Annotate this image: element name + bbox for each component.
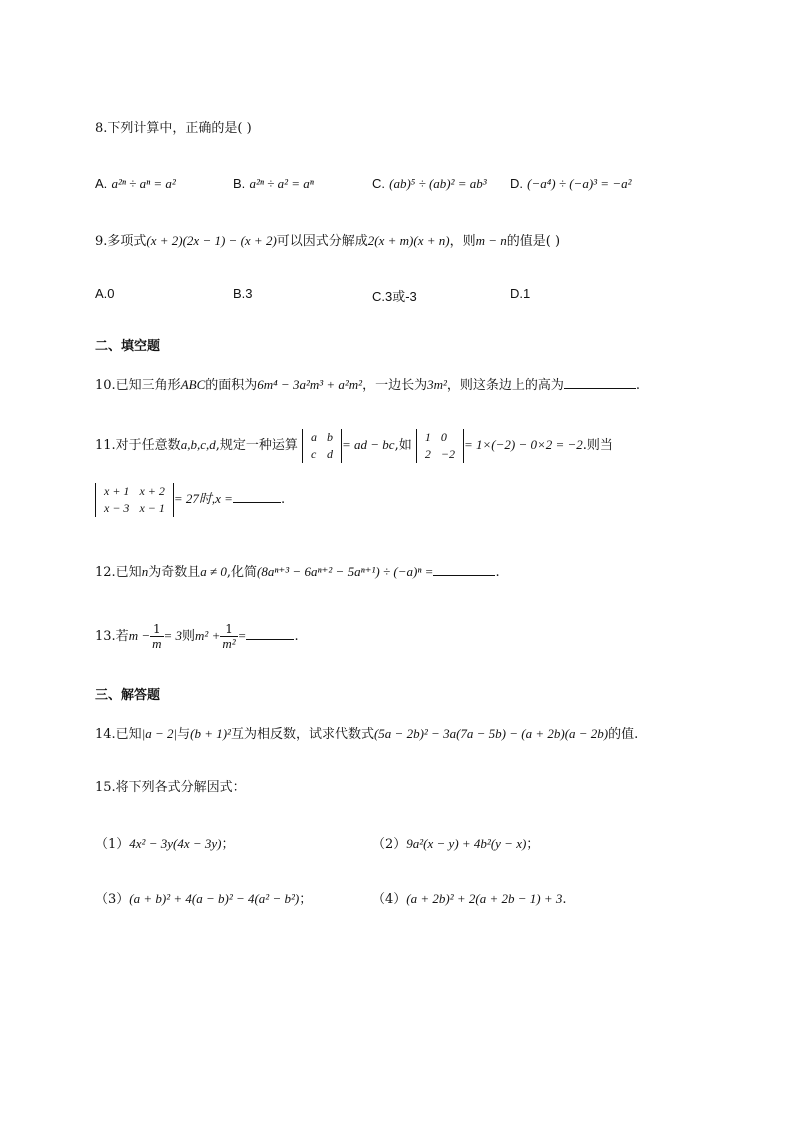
section-solve-heading: 三、解答题 [95, 688, 161, 703]
q15-item-4: （4）(a + 2b)² + 2(a + 2b − 1) + 3. [372, 891, 567, 907]
q13-fraction-2: $\frac{1}{\text{m²}}$ [222, 622, 236, 651]
q8-option-a: A. a²ⁿ ÷ aⁿ = a² [95, 176, 176, 191]
q15-item-1: （1）4x² − 3y(4x − 3y)； [95, 836, 235, 852]
q8-option-d: D. (−a⁴) ÷ (−a)³ = −a² [510, 176, 632, 191]
q11-determinant-condition: x + 1 x + 2 x − 3 x − 1 [95, 483, 174, 517]
section-fill-in-heading: 二、填空题 [95, 339, 161, 354]
q13-answer-blank[interactable] [246, 626, 294, 640]
q8-stem-text: 8.下列计算中，正确的是( ) [95, 121, 252, 136]
q10-stem: 10.已知三角形ABC的面积为6m⁴ − 3a²m³ + a²m²，一边长为3m²，则这条边上的高为 . [95, 377, 641, 393]
q8-option-b: B. a²ⁿ ÷ a² = aⁿ [233, 176, 314, 191]
q11-determinant-example: 1 0 2 −2 [416, 429, 464, 463]
q8-option-c: C. (ab)⁵ ÷ (ab)² = ab³ [372, 176, 487, 191]
q11-condition: x + 1 x + 2 x − 3 x − 1 = 27时,x = . [95, 481, 285, 518]
q15-item-3: （3）(a + b)² + 4(a − b)² − 4(a² − b²)； [95, 891, 313, 907]
q10-answer-blank[interactable] [564, 375, 636, 389]
q15-item-2: （2）9a²(x − y) + 4b²(y − x)； [372, 836, 540, 852]
q14-stem: 14.已知|a − 2|与(b + 1)²互为相反数，试求代数式(5a − 2b)² − 3a(7a − 5b) − (a + 2b)(a − 2b)的值. [95, 726, 639, 742]
q11-stem: 11.对于任意数a,b,c,d,规定一种运算 a b c d = ad − bc,如 1 0 2 −2 = 1×(−2) − 0×2 = −2.则当 [95, 429, 613, 461]
q13-fraction-1: $\frac{1}{m}$ [152, 622, 162, 651]
q9-option-c: C.3或-3 [372, 289, 417, 304]
q11-answer-blank[interactable] [233, 489, 281, 503]
q8-stem [95, 120, 252, 138]
q9-option-a: A.0 [95, 286, 115, 301]
q11-determinant-def: a b c d [302, 429, 342, 463]
q9-option-d: D.1 [510, 286, 531, 301]
q13-stem: 13.若m − $\frac{1}{m}$ = 3则m² + $\frac{1}{\text{m²}}$ = . [95, 622, 299, 651]
q9-option-b: B.3 [233, 286, 253, 301]
q12-stem: 12.已知n为奇数且a ≠ 0,化简(8aⁿ⁺³ − 6aⁿ⁺² − 5aⁿ⁺¹) ÷ (−a)ⁿ = . [95, 564, 500, 580]
q12-answer-blank[interactable] [433, 562, 495, 576]
q15-stem: 15.将下列各式分解因式： [95, 780, 246, 795]
q9-stem: 9.多项式(x + 2)(2x − 1) − (x + 2)可以因式分解成2(x + m)(x + n)，则m − n的值是( ) [95, 233, 561, 249]
